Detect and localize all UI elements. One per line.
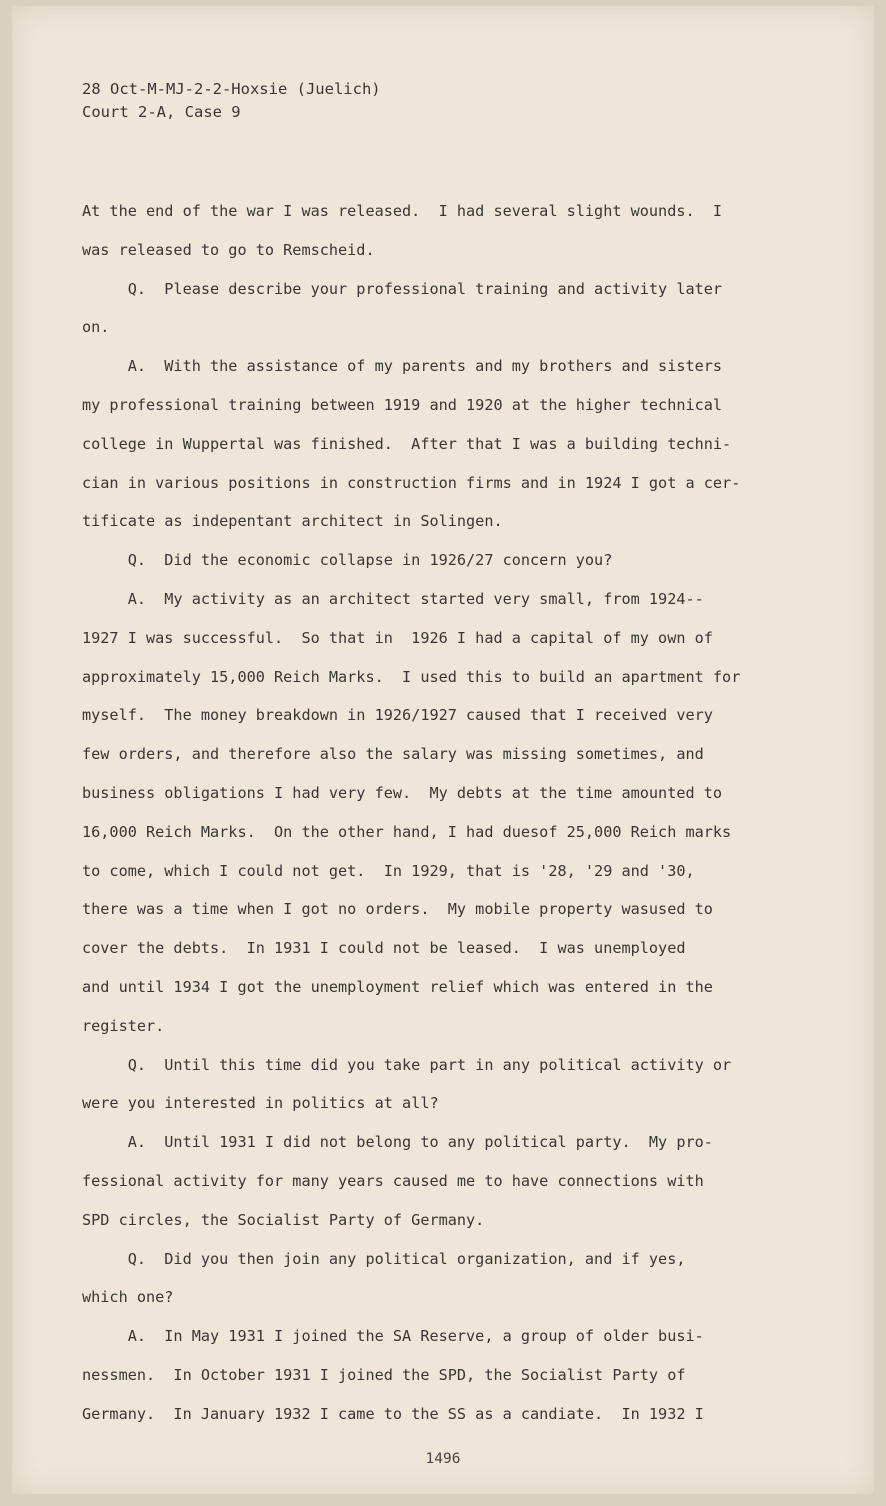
page-number: 1496 (425, 1451, 461, 1467)
text-line: few orders, and therefore also the salary was missing sometimes, and (82, 745, 704, 764)
text-line: A. My activity as an architect started very small, from 1924-- (82, 589, 704, 608)
text-line: cian in various positions in construction firms and in 1924 I got a cer- (82, 473, 741, 492)
text-line: Q. Please describe your professional training and activity later (82, 279, 723, 298)
text-line: 16,000 Reich Marks. On the other hand, I had duesof 25,000 Reich marks (82, 822, 732, 841)
text-line: register. (82, 1016, 165, 1035)
text-line: on. (82, 318, 110, 337)
text-line: Q. Until this time did you take part in any political activity or (82, 1055, 732, 1074)
text-line: A. In May 1931 I joined the SA Reserve, a group of older busi- (82, 1327, 704, 1346)
text-line: Q. Did you then join any political organization, and if yes, (82, 1249, 686, 1268)
text-line: there was a time when I got no orders. My mobile property wasused to (82, 900, 713, 919)
header-line-1: 28 Oct-M-MJ-2-2-Hoxsie (Juelich) (82, 80, 381, 98)
transcript-body (82, 192, 798, 1434)
text-line: which one? (82, 1288, 174, 1307)
text-line: A. Until 1931 I did not belong to any political party. My pro- (82, 1133, 713, 1152)
document-page (12, 6, 874, 1494)
text-line: nessmen. In October 1931 I joined the SPD, the Socialist Party of (82, 1365, 686, 1384)
text-line: tificate as indepentant architect in Solingen. (82, 512, 503, 531)
text-line: fessional activity for many years caused me to have connections with (82, 1171, 704, 1190)
text-line: At the end of the war I was released. I had several slight wounds. I (82, 202, 723, 220)
text-line: myself. The money breakdown in 1926/1927 caused that I received very (82, 706, 713, 725)
text-line: approximately 15,000 Reich Marks. I used this to build an apartment for (82, 667, 741, 686)
text-line: to come, which I could not get. In 1929, that is '28, '29 and '30, (82, 861, 695, 880)
text-line: and until 1934 I got the unemployment relief which was entered in the (82, 977, 713, 996)
document-header (82, 78, 381, 124)
text-line: my professional training between 1919 and 1920 at the higher technical (82, 395, 723, 414)
text-line: Germany. In January 1932 I came to the SS as a candiate. In 1932 I (82, 1404, 704, 1423)
text-line: business obligations I had very few. My debts at the time amounted to (82, 783, 723, 802)
text-line: SPD circles, the Socialist Party of Germany. (82, 1210, 485, 1229)
text-line: 1927 I was successful. So that in 1926 I had a capital of my own of (82, 628, 713, 647)
text-line: Q. Did the economic collapse in 1926/27 concern you? (82, 551, 613, 570)
text-line: was released to go to Remscheid. (82, 240, 375, 259)
text-line: were you interested in politics at all? (82, 1094, 439, 1113)
text-line: cover the debts. In 1931 I could not be leased. I was unemployed (82, 939, 686, 958)
text-line: college in Wuppertal was finished. After that I was a building techni- (82, 434, 732, 453)
header-line-2: Court 2-A, Case 9 (82, 103, 241, 121)
text-line: A. With the assistance of my parents and my brothers and sisters (82, 357, 723, 376)
